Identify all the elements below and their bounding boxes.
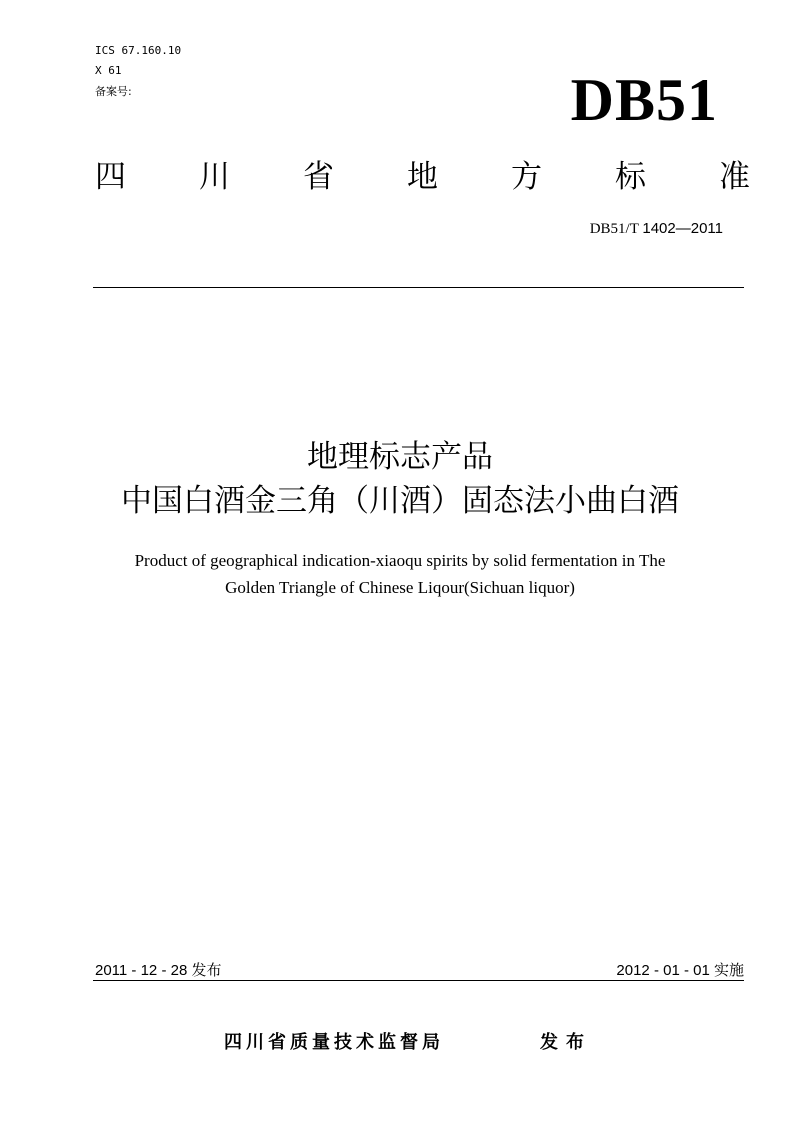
top-divider: [93, 287, 744, 288]
standard-type-char: 准: [719, 159, 750, 195]
title-en-line-2: Golden Triangle of Chinese Liqour(Sichuan liquor): [225, 578, 575, 597]
standard-type-char: 标: [615, 159, 646, 195]
title-cn-line-1: 地理标志产品: [307, 439, 493, 475]
title-en-line-1: Product of geographical indication-xiaoqu spirits by solid fermentation in The: [134, 551, 666, 570]
standard-type-heading: [95, 157, 750, 197]
issuer-name: 四川省质量技术监督局: [224, 1032, 444, 1053]
implementation-date: [616, 962, 744, 980]
standard-number-prefix: DB51/T: [589, 221, 639, 237]
issuer-action: 发布: [540, 1032, 592, 1053]
standard-code-logo: DB51: [570, 67, 718, 133]
title-cn-line-2: 中国白酒金三角（川酒）固态法小曲白酒: [121, 483, 679, 519]
standard-number-value: 1402—2011: [642, 220, 723, 237]
issue-date-value: 2011 - 12 - 28: [95, 962, 188, 979]
standard-type-char: 四: [95, 159, 126, 195]
standard-type-char: 川: [199, 159, 230, 195]
standard-number: [590, 220, 723, 238]
record-number-label: 备案号:: [95, 85, 132, 98]
standard-type-char: 方: [511, 159, 542, 195]
issue-date: [95, 962, 221, 980]
standard-type-char: 省: [303, 159, 334, 195]
implementation-date-label: 实施: [713, 962, 744, 979]
implementation-date-value: 2012 - 01 - 01: [616, 962, 710, 979]
standard-type-char: 地: [407, 159, 438, 195]
classification-code: X 61: [95, 64, 122, 77]
bottom-divider: [93, 980, 744, 981]
ics-code: ICS 67.160.10: [95, 44, 182, 57]
issue-date-label: 发布: [191, 962, 222, 979]
